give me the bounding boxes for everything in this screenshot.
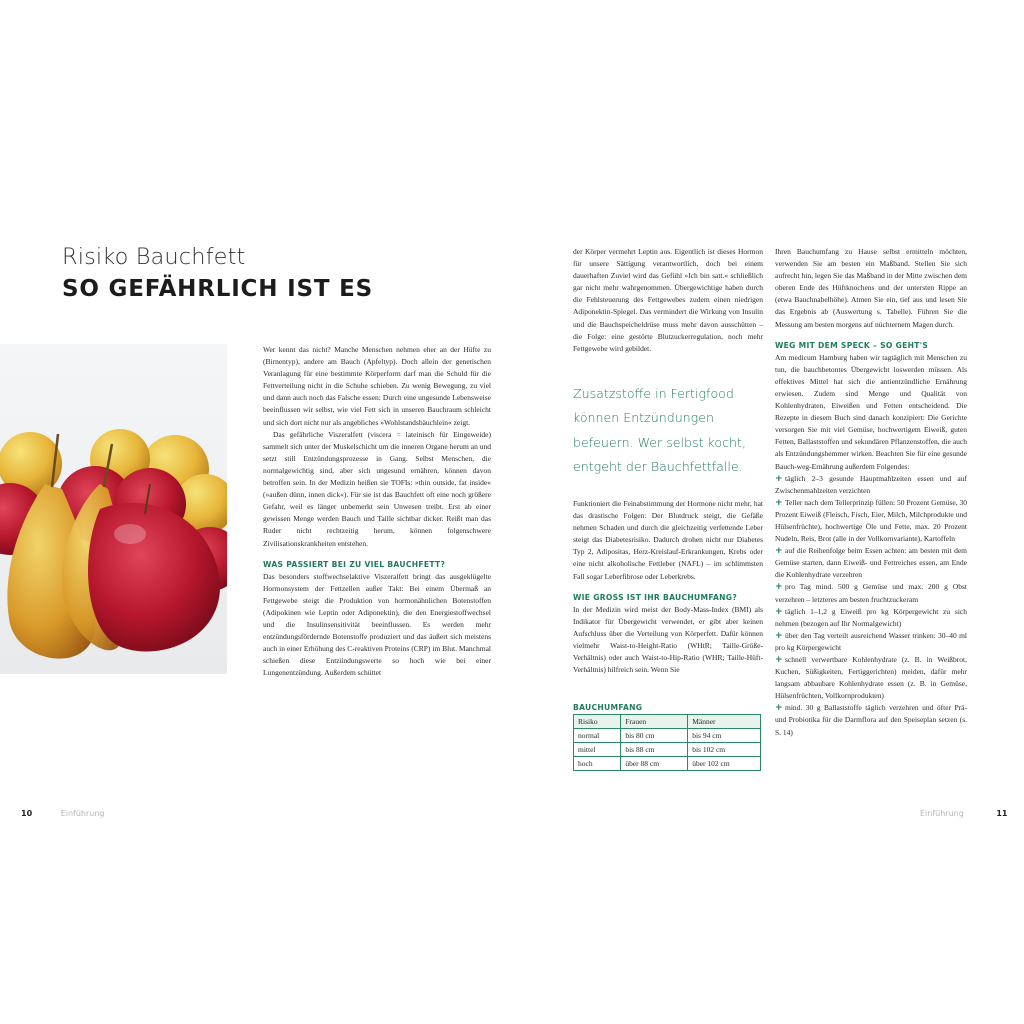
table-cell: bis 88 cm xyxy=(621,743,688,757)
body-paragraph-medicum: Am medicum Hamburg haben wir tagtäglich mit Menschen zu tun, die bauchbetontes Übergewicht loswerden müssen. Als effektives Mittel hat sich die antientzündliche Ernährung erwiesen. Zudem sind Menge und Qualität von Kohlenhydraten, Eiweißen und Fetten entscheidend. Die Rezepte in diesem Buch sind danach konzipiert: Die Gerichte versorgen Sie mit viel Gemüse, hochwertigem Eiweiß, guten Fetten, Ballaststoffen und sekundären Pflanzenstoffen, die auch als Entzündungshemmer wirken. Beachten Sie für eine gesunde Bauch-weg-Ernährung außerdem Folgendes: xyxy=(775,352,967,471)
section-label-left: Einführung xyxy=(60,809,105,818)
right-page xyxy=(512,0,1024,1024)
plus-icon: + xyxy=(775,473,783,484)
plus-icon: + xyxy=(775,606,783,617)
body-paragraph-continued: der Körper vermehrt Leptin aus. Eigentlich ist dieses Hormon für unsere Sättigung verantwortlich, doch bei einem dauerhaften Zuviel wird das Gefühl »Ich bin satt.« schließlich gar nicht mehr wahrgenommen. Übergewichtige haben durch die Fehlsteuerung des Fettgewebes zudem einen niedrigen Adiponektin-Spiegel. Das vermindert die Wirkung von Insulin und die Bauchspeicheldrüse muss mehr davon ausschütten – die Folge: eine gestörte Blutzuckerregulation, noch mehr Fettgewebe wird gebildet. xyxy=(573,247,763,353)
chapter-subtitle: Risiko Bauchfett xyxy=(62,244,246,270)
list-item: + schnell verwertbare Kohlenhydrate (z. B. in Weißbrot, Kuchen, Süßigkeiten, Fertiggerichten) meiden, dafür mehr langsam abbaubare Kohlenhydrate essen (z. B. in Gemüse, Hülsenfrüchten, Vollkornprodukten) xyxy=(775,655,967,701)
table-row xyxy=(574,743,761,757)
section-heading-bauchfett: WAS PASSIERT BEI ZU VIEL BAUCHFETT? xyxy=(263,559,446,569)
chapter-title: SO GEFÄHRLICH IST ES xyxy=(62,276,373,302)
intro-paragraph-2: Das gefährliche Viszeralfett (viscera = lateinisch für Eingeweide) sammelt sich unter der Muskelschicht um die inneren Organe herum an und setzt still Entzündungsprozesse in Gang. Selbst Menschen, die normalgewichtig sind, aber sich ungesund ernähren, können davon betroffen sein. In der Medizin heißen sie TOFIs: »thin outside, fat inside« (»außen dünn, innen dick«). Für sie ist das Bauchfett oft eine noch größere Gefahr, weil es länger unbemerkt sein Unwesen treibt. Erst ab einer gewissen Menge werden Bauch und Taille sichtbar dicker. Reißt man das Ruder nicht rechtzeitig herum, können folgenschwere Zivilisationskrankheiten entstehen. xyxy=(263,429,491,548)
page-number-right: 11 xyxy=(996,809,1008,818)
fruit-photo xyxy=(0,344,227,674)
table-cell: normal xyxy=(574,729,621,743)
table-cell: bis 102 cm xyxy=(688,743,761,757)
plus-icon: + xyxy=(775,497,783,508)
plus-icon: + xyxy=(775,703,783,714)
list-item: + über den Tag verteilt ausreichend Wasser trinken: 30–40 ml pro kg Körpergewicht xyxy=(775,630,967,652)
right-column-2 xyxy=(775,246,967,739)
section-heading-speck: WEG MIT DEM SPECK – SO GEHT'S xyxy=(775,340,929,350)
table-row xyxy=(574,729,761,743)
table-cell: bis 80 cm xyxy=(621,729,688,743)
body-paragraph-3: Das besonders stoffwechselaktive Viszeralfett bringt das ausgeklügelte Hormonsystem der Fettzellen außer Takt: Bei einem Übermaß an Fettgewebe steigt die Produktion von hormonähnlichen Botenstoffen (Adipokinen wie Leptin oder Adiponektin), die den Energiestoffwechsel und die Insulinsensitivität beeinflussen. Es werden mehr entzündungsfördernde Botenstoffe produziert und das äußert sich meistens auch in einer Erhöhung des C-reaktiven Proteins (CRP) im Blut. Manchmal schießen diese Entzündungswerte so hoch wie bei einer Lungenentzündung. Außerdem schüttet xyxy=(263,571,491,678)
intro-paragraph-1: Wer kennt das nicht? Manche Menschen nehmen eher an der Hüfte zu (Birnentyp), andere am Bauch (Apfeltyp). Doch allein der genetischen Veranlagung für eine bestimmte Körperform darf man die Schuld für die Fettverteilung nicht in die Schuhe schieben. Zu wenig Bewegung, zu viel und dann auch noch das Falsche essen: Durch eine ungesunde Lebensweise beeinflussen wir selbst, wie viel Fett sich in unseren Bauchraum schleicht und sich dort nicht nur als angebliches »Wohlstandsbäuchlein« zeigt. xyxy=(263,345,491,427)
plus-icon: + xyxy=(775,582,783,593)
section-heading-bauchumfang: WIE GROSS IST IHR BAUCHUMFANG? xyxy=(573,592,738,602)
right-column-1 xyxy=(573,246,763,355)
body-paragraph-folgen: Funktioniert die Feinabstimmung der Hormone nicht mehr, hat das drastische Folgen: Der Blutdruck steigt, die Gefäße nehmen Schaden und durch die gleichzeitig verfettende Leber steigt das Diabetesrisiko. Dadurch drohen nicht nur Diabetes Typ 2, Adipositas, Herz-Kreislauf-Erkrankungen, Krebs oder eine nicht alkoholische Fettleber (NAFL) – im schlimmsten Fall sogar Leberfibrose oder Leberkrebs. xyxy=(573,499,763,581)
table-row xyxy=(574,757,761,771)
right-column-1-lower xyxy=(573,498,763,676)
plus-icon: + xyxy=(775,630,783,641)
table-cell: über 102 cm xyxy=(688,757,761,771)
table-cell: mittel xyxy=(574,743,621,757)
pull-quote: Zusatzstoffe in Fertigfood können Entzündungen befeuern. Wer selbst kocht, entgeht der Bauchfettfalle. xyxy=(573,386,746,474)
table-cell: bis 94 cm xyxy=(688,729,761,743)
table-cell: hoch xyxy=(574,757,621,771)
body-paragraph-bmi: In der Medizin wird meist der Body-Mass-Index (BMI) als Indikator für Übergewicht verwendet, er gibt aber keinen Aufschluss über die Verteilung von Körperfett. Dafür können vielmehr Waist-to-Height-Ratio (WHtR; Taille-Größe-Verhältnis) oder auch Waist-to-Hip-Ratio (WHR; Taille-Hüft-Verhältnis) hilfreich sein. Wenn Sie xyxy=(573,604,763,675)
plus-icon: + xyxy=(775,546,783,557)
list-item: + mind. 30 g Ballaststoffe täglich verzehren und öfter Prä- und Probiotika für die Darmflora auf den Speiseplan setzen (s. S. 14) xyxy=(775,703,967,737)
list-item: + täglich 2–3 gesunde Hauptmahlzeiten essen und auf Zwischenmahlzeiten verzichten xyxy=(775,473,967,495)
bauchumfang-table xyxy=(573,714,761,771)
table-header-maenner: Männer xyxy=(688,715,761,729)
list-item: + pro Tag mind. 500 g Gemüse und max. 200 g Obst verzehren – letzteres am besten fruchtzuckeram xyxy=(775,582,967,604)
list-item: + täglich 1–1,2 g Eiweiß pro kg Körpergewicht zu sich nehmen (bezogen auf Ihr Normalgewicht) xyxy=(775,606,967,628)
table-header-risiko: Risiko xyxy=(574,715,621,729)
plus-icon: + xyxy=(775,655,783,665)
tips-list xyxy=(775,473,967,739)
folio-left xyxy=(21,809,105,818)
body-paragraph-massband: Ihren Bauchumfang zu Hause selbst ermitteln möchten, verwenden Sie am besten ein Maßband. Stellen Sie sich aufrecht hin, legen Sie das Maßband in der Mitte zwischen dem oberen Ende des Hüftknochens und der untersten Rippe an (etwa Bauchnabelhöhe). Atmen Sie ein, tief aus und lesen Sie das Ergebnis ab (Auswertung s. Tabelle). Führen Sie die Messung am besten morgens auf nüchternem Magen durch. xyxy=(775,247,967,329)
list-item: + Teller nach dem Tellerprinzip füllen: 50 Prozent Gemüse, 30 Prozent Eiweiß (Fleisch, Fisch, Eier, Milch, Milchprodukte und Hülsenfrüchte), hochwertige Öle und Fette, max. 20 Prozent Nudeln, Reis, Brot (alle in der Vollkornvariante), Kartoffeln xyxy=(775,497,967,544)
page-number-left: 10 xyxy=(21,809,33,818)
left-text-column xyxy=(263,344,491,679)
table-header-frauen: Frauen xyxy=(621,715,688,729)
table-cell: über 88 cm xyxy=(621,757,688,771)
table-title: BAUCHUMFANG xyxy=(573,703,643,712)
section-label-right: Einführung xyxy=(920,809,964,818)
table-header-row xyxy=(574,715,761,729)
folio-right xyxy=(920,809,1008,818)
list-item: + auf die Reihenfolge beim Essen achten: am besten mit dem Gemüse starten, dann Eiweiß- und Fettreiches essen, am Ende die Kohlenhydrate verzehren xyxy=(775,546,967,580)
